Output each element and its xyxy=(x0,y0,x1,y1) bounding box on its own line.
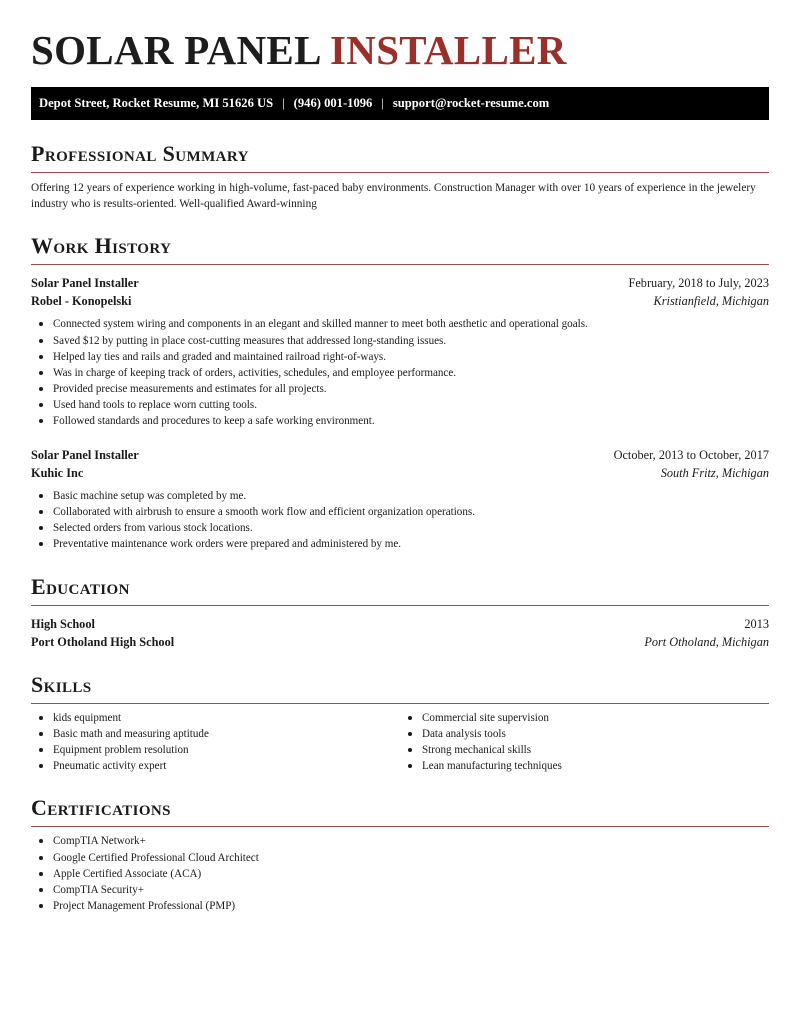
list-item: • Strong mechanical skills xyxy=(422,742,769,758)
job-company-row xyxy=(31,464,769,482)
job-header-row xyxy=(31,446,769,464)
list-item: • Basic machine setup was completed by me. xyxy=(53,488,769,504)
certifications-heading: Certifications xyxy=(31,795,171,821)
list-item: • kids equipment xyxy=(53,710,400,726)
list-item: • Helped lay ties and rails and graded and maintained railroad right-of-ways. xyxy=(53,349,769,365)
list-item: • Saved $12 by putting in place cost-cutting measures that addressed long-standing issues. xyxy=(53,333,769,349)
list-item: • Equipment problem resolution xyxy=(53,742,400,758)
work-history-section xyxy=(31,234,769,552)
contact-phone: (946) 001-1096 xyxy=(293,96,373,111)
job-title: Solar Panel Installer xyxy=(31,448,139,463)
list-item: • Provided precise measurements and estimates for all projects. xyxy=(53,381,769,397)
list-item: • Pneumatic activity expert xyxy=(53,758,400,774)
section-divider xyxy=(31,605,769,606)
job-company-row xyxy=(31,292,769,310)
education-school-row xyxy=(31,633,769,651)
job-dates: February, 2018 to July, 2023 xyxy=(628,276,769,291)
work-history-heading: Work History xyxy=(31,233,172,259)
section-divider xyxy=(31,703,769,704)
job-company: Robel - Konopelski xyxy=(31,294,132,309)
list-item: • Connected system wiring and components in an elegant and skilled manner to meet both aesthetic and operational goals. xyxy=(53,316,769,332)
job-bullets xyxy=(31,316,769,429)
job-bullets xyxy=(31,488,769,552)
list-item: • Apple Certified Associate (ACA) xyxy=(53,866,769,882)
job-company: Kuhic Inc xyxy=(31,466,84,481)
list-item: • Basic math and measuring aptitude xyxy=(53,726,400,742)
certifications-list xyxy=(31,833,769,913)
title-part-1: SOLAR PANEL xyxy=(31,27,320,73)
education-year: 2013 xyxy=(744,616,769,631)
summary-section xyxy=(31,142,769,212)
job-location: Kristianfield, Michigan xyxy=(653,294,769,309)
job-entry xyxy=(31,446,769,552)
list-item: • Preventative maintenance work orders were prepared and administered by me. xyxy=(53,536,769,552)
section-divider xyxy=(31,264,769,265)
job-location: South Fritz, Michigan xyxy=(660,466,769,481)
education-section xyxy=(31,575,769,651)
resume-title xyxy=(31,28,769,73)
skills-section xyxy=(31,673,769,775)
education-entry xyxy=(31,615,769,651)
education-location: Port Otholand, Michigan xyxy=(644,634,769,649)
job-entry xyxy=(31,274,769,429)
skills-columns xyxy=(31,710,769,774)
skills-list-right xyxy=(400,710,769,774)
job-title: Solar Panel Installer xyxy=(31,276,139,291)
summary-heading: Professional Summary xyxy=(31,141,249,167)
section-divider xyxy=(31,826,769,827)
job-header-row xyxy=(31,274,769,292)
section-divider xyxy=(31,172,769,173)
list-item: • Google Certified Professional Cloud Architect xyxy=(53,850,769,866)
list-item: • CompTIA Network+ xyxy=(53,833,769,849)
list-item: • Collaborated with airbrush to ensure a smooth work flow and efficient organization operations. xyxy=(53,504,769,520)
list-item: • Commercial site supervision xyxy=(422,710,769,726)
list-item: • Followed standards and procedures to keep a safe working environment. xyxy=(53,413,769,429)
contact-address: Depot Street, Rocket Resume, MI 51626 US xyxy=(39,96,274,111)
list-item: • Lean manufacturing techniques xyxy=(422,758,769,774)
summary-text: Offering 12 years of experience working in high-volume, fast-paced baby environments. Construction Manager with over 10 years of experience in the jewelery industry who is results-oriented. Well-qualified Award-winning xyxy=(31,182,756,210)
skills-list-left xyxy=(31,710,400,774)
skills-heading: Skills xyxy=(31,671,92,697)
contact-separator: | xyxy=(282,96,285,111)
title-part-2: INSTALLER xyxy=(330,27,567,73)
list-item: • Project Management Professional (PMP) xyxy=(53,898,769,914)
list-item: • Used hand tools to replace worn cutting tools. xyxy=(53,397,769,413)
list-item: • CompTIA Security+ xyxy=(53,882,769,898)
education-heading: Education xyxy=(31,573,130,599)
education-school: Port Otholand High School xyxy=(31,634,175,649)
education-header-row xyxy=(31,615,769,633)
list-item: • Data analysis tools xyxy=(422,726,769,742)
contact-bar xyxy=(31,87,769,120)
contact-email: support@rocket-resume.com xyxy=(392,96,550,111)
list-item: • Selected orders from various stock locations. xyxy=(53,520,769,536)
education-degree: High School xyxy=(31,616,95,631)
certifications-section xyxy=(31,796,769,914)
list-item: • Was in charge of keeping track of orders, activities, schedules, and employee performance. xyxy=(53,365,769,381)
job-dates: October, 2013 to October, 2017 xyxy=(613,448,769,463)
contact-separator: | xyxy=(381,96,384,111)
